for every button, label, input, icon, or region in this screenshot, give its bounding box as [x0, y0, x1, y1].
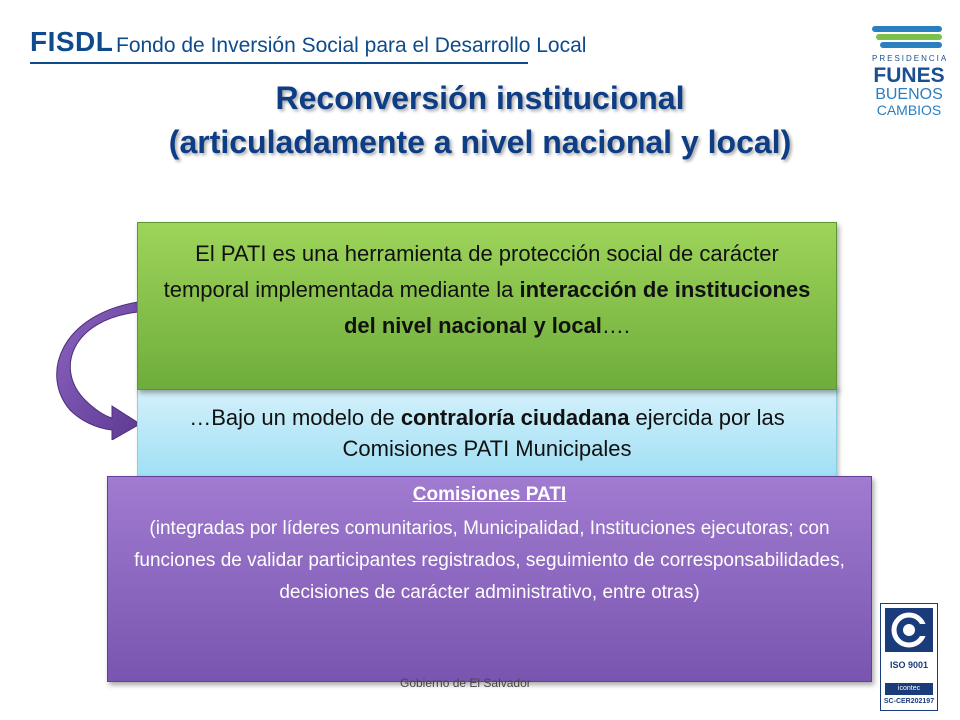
iso-standard: ISO 9001 [889, 660, 929, 670]
logo-wave-icon [872, 26, 942, 32]
logo-wave-icon [880, 42, 942, 48]
header-full-name: Fondo de Inversión Social para el Desarrollo Local [116, 34, 587, 57]
icontec-label: icontec [885, 683, 933, 695]
logo-line3: BUENOS [875, 86, 943, 103]
slide-title-line2: (articuladamente a nivel nacional y local) [168, 124, 792, 160]
logo-line2: FUNES [873, 64, 945, 87]
pati-text-bold: interacción de instituciones del nivel nacional y local [343, 277, 811, 338]
header-acronym: FISDL [30, 26, 114, 57]
logo-line4: CAMBIOS [876, 102, 942, 118]
contraloria-text [148, 402, 826, 464]
contraloria-text-start: …Bajo un modelo de [189, 405, 401, 430]
icontec-logo-icon [885, 608, 933, 652]
comisiones-body: (integradas por líderes comunitarios, Municipalidad, Instituciones ejecutoras; con funciones de validar participantes registrados, seguimiento de corresponsabilidades, decisiones de carácter administrativo, entre otras) [134, 518, 845, 603]
comisiones-box [107, 476, 872, 682]
iso-certification-badge [880, 603, 938, 711]
contraloria-text-end: ejercida por las Comisiones PATI Municipales [342, 405, 785, 461]
footer-text: Gobierno de El Salvador [400, 676, 531, 690]
header-banner [30, 22, 587, 66]
pati-text-start: El PATI es una herramienta de protección social de carácter temporal implementada mediante la [163, 241, 779, 302]
presidencia-logo [872, 24, 949, 120]
logo-line1: PRESIDENCIA [872, 54, 949, 63]
logo-wave-icon [876, 34, 942, 40]
pati-description-box [137, 222, 837, 390]
comisiones-heading: Comisiones PATI [412, 484, 567, 505]
slide-title-line1: Reconversión institucional [275, 80, 685, 116]
header-underline [30, 62, 528, 64]
contraloria-box [137, 385, 837, 481]
pati-description-text [158, 236, 816, 344]
curved-arrow-icon [50, 300, 150, 440]
contraloria-text-bold: contraloría ciudadana [400, 405, 630, 430]
iso-cert-code: SC-CER202197 [883, 698, 935, 705]
pati-text-end: …. [601, 313, 631, 338]
